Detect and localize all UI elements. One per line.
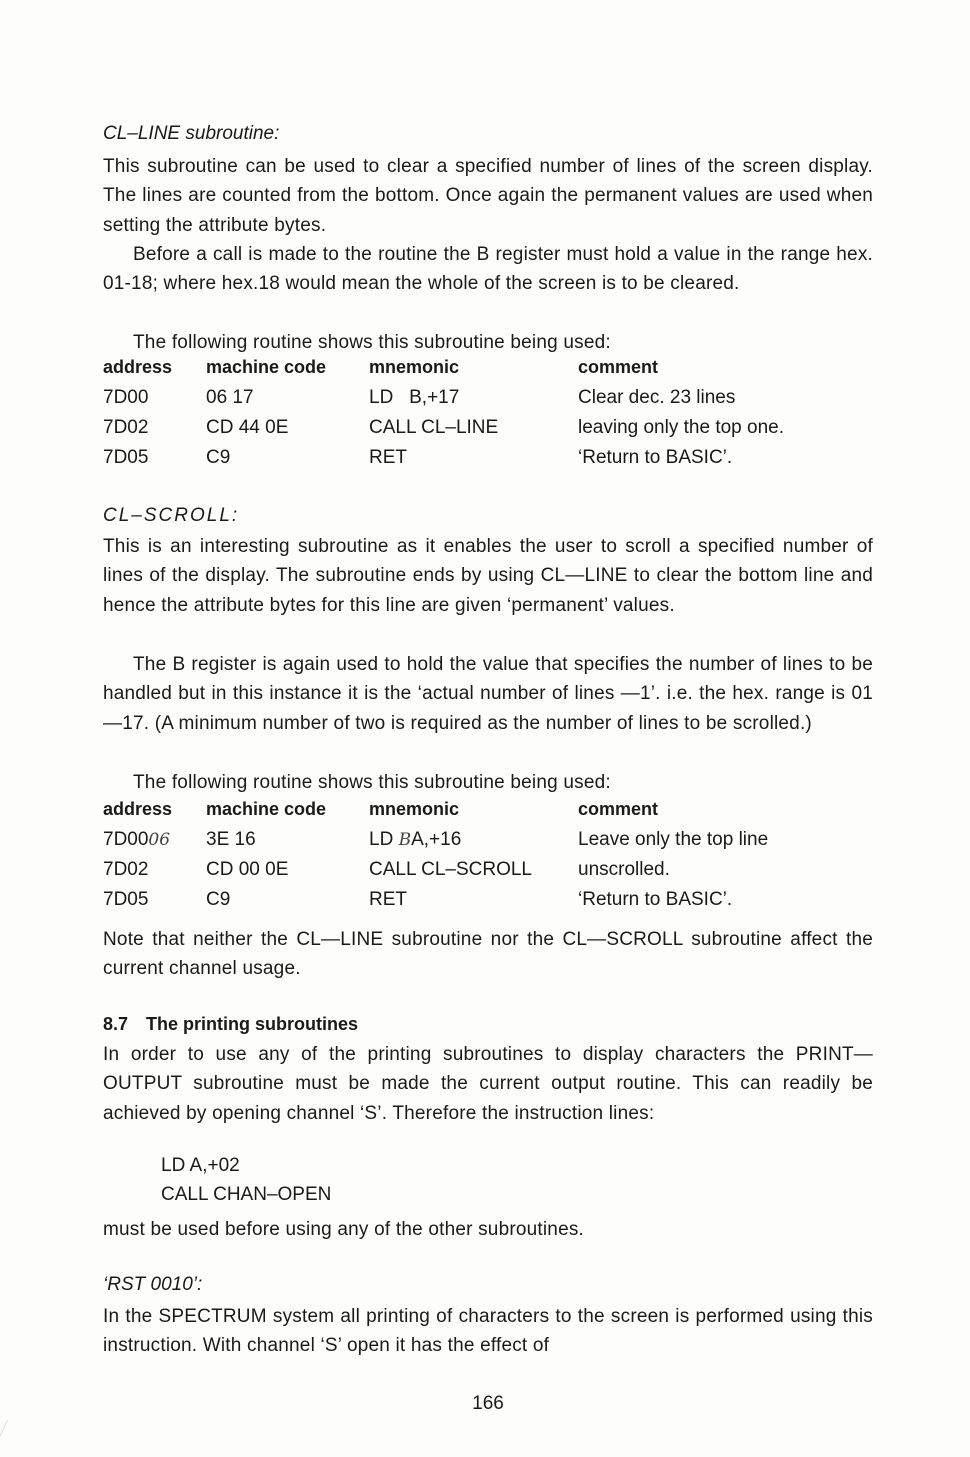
cell-machine-code: CD 44 0E (206, 417, 289, 438)
header-comment: comment (578, 799, 659, 819)
cl-line-table (103, 357, 873, 477)
mnemonic-text: LD (369, 829, 399, 850)
cl-line-heading: CL–LINE subroutine: (103, 123, 280, 144)
cell-comment: Clear dec. 23 lines (578, 387, 736, 408)
cell-comment: leaving only the top one. (578, 417, 784, 438)
printing-paragraph-2: must be used before using any of the other subroutines. (103, 1219, 585, 1240)
cell-machine-code: 06 17 (206, 387, 254, 408)
cl-line-paragraph-3: The following routine shows this subroutine being used: (133, 332, 611, 353)
cell-machine-code: C9 (206, 447, 231, 468)
cell-mnemonic: CALL CL–SCROLL (369, 859, 532, 880)
cl-line-paragraph-1: This subroutine can be used to clear a specified number of lines of the screen display. The lines are counted from the bottom. Once again the permanent values are used when setting the attribute bytes. (103, 156, 873, 236)
header-mnemonic: mnemonic (369, 799, 460, 819)
table-row (103, 829, 873, 859)
table-row (103, 447, 873, 477)
address-text: 7D00 (103, 829, 149, 850)
header-machine-code: machine code (206, 357, 327, 377)
table-header-row (103, 799, 873, 829)
header-mnemonic: mnemonic (369, 357, 460, 377)
cl-line-paragraph-2: Before a call is made to the routine the B register must hold a value in the range hex. 01-18; where hex.18 would mean the whole of the screen is to be cleared. (103, 244, 873, 295)
mnemonic-text: A,+16 (411, 829, 462, 850)
scan-edge-mark (0, 1420, 38, 1450)
cl-scroll-paragraph-2: The B register is again used to hold the value that specifies the number of lines to be handled but in this instance it is the ‘actual number of lines —1’. i.e. the hex. range is 01—17. (A minimum number of two is required as the number of lines to be scrolled.) (103, 654, 873, 734)
cell-comment: ‘Return to BASIC’. (578, 447, 733, 468)
cell-address: 7D05 (103, 447, 149, 468)
table-row (103, 889, 873, 919)
rst-heading: ‘RST 0010’: (103, 1274, 203, 1295)
handwritten-correction: B (398, 830, 412, 850)
cell-mnemonic (369, 829, 461, 851)
cell-comment: ‘Return to BASIC’. (578, 889, 733, 910)
cl-scroll-paragraph-3: The following routine shows this subroutine being used: (133, 772, 611, 793)
table-row (103, 387, 873, 417)
cell-address: 7D02 (103, 417, 149, 438)
printing-paragraph-1: In order to use any of the printing subroutines to display characters the PRINT—OUTPUT subroutine must be made the current output routine. This can readily be achieved by opening channel ‘S’. Therefore the instruction lines: (103, 1044, 873, 1124)
cell-mnemonic: CALL CL–LINE (369, 417, 499, 438)
cl-scroll-heading: CL–SCROLL: (103, 505, 240, 526)
header-comment: comment (578, 357, 659, 377)
cell-address: 7D05 (103, 889, 149, 910)
handwritten-correction: 06 (148, 830, 171, 850)
cell-mnemonic: RET (369, 889, 407, 910)
code-line-2: CALL CHAN–OPEN (161, 1184, 332, 1205)
cell-machine-code: CD 00 0E (206, 859, 289, 880)
cell-comment: unscrolled. (578, 859, 670, 880)
section-number: 8.7 (103, 1014, 129, 1034)
code-line-1: LD A,+02 (161, 1155, 240, 1176)
header-address: address (103, 799, 173, 819)
cell-mnemonic: RET (369, 447, 407, 468)
page-number: 166 (472, 1393, 504, 1414)
cell-machine-code: 3E 16 (206, 829, 256, 850)
cl-scroll-paragraph-1: This is an interesting subroutine as it enables the user to scroll a specified number of lines of the display. The subroutine ends by using CL—LINE to clear the bottom line and hence the attribute bytes for this line are given ‘permanent’ values. (103, 536, 873, 616)
table-row (103, 859, 873, 889)
section-title: The printing subroutines (146, 1014, 359, 1034)
table-row (103, 417, 873, 447)
header-address: address (103, 357, 173, 377)
cell-address (103, 829, 170, 851)
cl-scroll-table (103, 799, 873, 919)
cell-address: 7D00 (103, 387, 149, 408)
section-heading (103, 1014, 358, 1035)
cl-scroll-note: Note that neither the CL—LINE subroutine nor the CL—SCROLL subroutine affect the current channel usage. (103, 929, 873, 980)
cell-machine-code: C9 (206, 889, 231, 910)
table-header-row (103, 357, 873, 387)
cell-comment: Leave only the top line (578, 829, 769, 850)
cell-mnemonic: LD B,+17 (369, 387, 460, 408)
rst-paragraph-1: In the SPECTRUM system all printing of characters to the screen is performed using this instruction. With channel ‘S’ open it has the effect of (103, 1306, 873, 1357)
cell-address: 7D02 (103, 859, 149, 880)
header-machine-code: machine code (206, 799, 327, 819)
